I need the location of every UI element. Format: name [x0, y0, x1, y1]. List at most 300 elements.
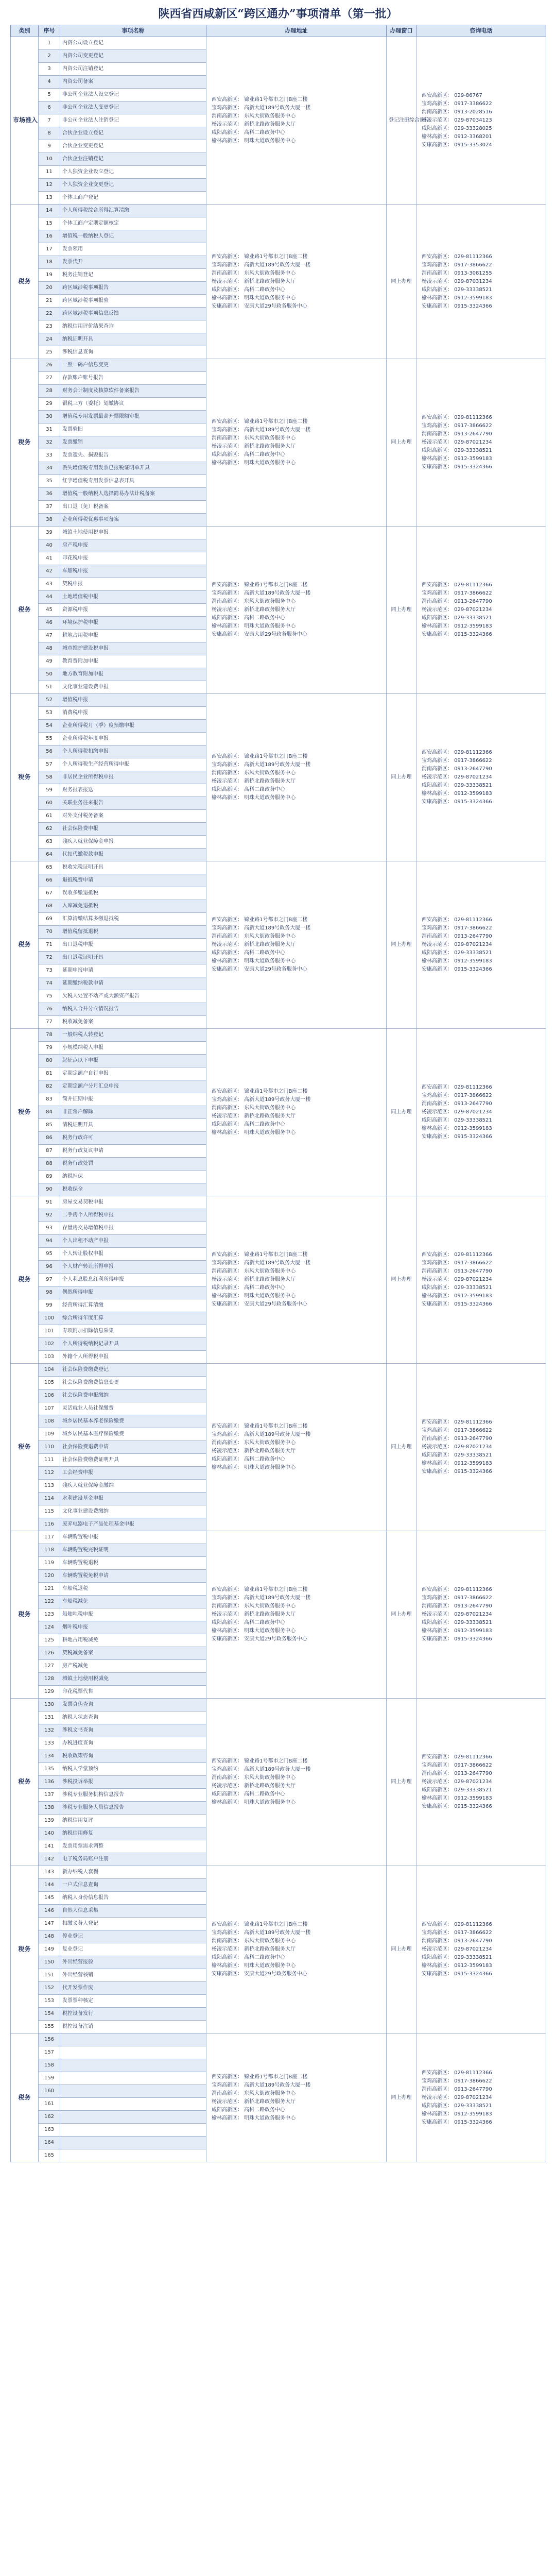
item-name: 社会保险费缴费证明开具 [60, 1454, 206, 1467]
phone-line: 咸阳高新区： 029-33338521 [422, 448, 492, 453]
address-line: 宝鸡高新区： 高新大道189号政务大厦一楼 [212, 762, 311, 768]
row-number: 19 [39, 269, 60, 282]
header-category: 类别 [11, 25, 39, 37]
item-name: 专项附加扣除信息采集 [60, 1325, 206, 1338]
item-name: 税收政策咨询 [60, 1750, 206, 1763]
address-line: 榆林高新区： 明珠大道政务服务中心 [212, 958, 296, 964]
row-number: 82 [39, 1080, 60, 1093]
row-number: 44 [39, 591, 60, 604]
phone-cell [416, 527, 546, 694]
item-name: 涉税专业服务机构信息报告 [60, 1789, 206, 1802]
phone-cell [416, 359, 546, 527]
row-number: 109 [39, 1428, 60, 1441]
phone-line: 杨凌示范区： 029-87021234 [422, 1779, 492, 1785]
item-name: 存量房交易增值税申报 [60, 1222, 206, 1235]
row-number: 85 [39, 1119, 60, 1132]
phone-line: 西安高新区： 029-81112366 [422, 917, 492, 923]
phone-line: 咸阳高新区： 029-33338521 [422, 615, 492, 621]
address-cell [206, 37, 387, 205]
row-number: 73 [39, 964, 60, 977]
row-number: 148 [39, 1930, 60, 1943]
row-number: 72 [39, 952, 60, 964]
phone-cell [416, 1364, 546, 1531]
item-name: 发票票种核定 [60, 1995, 206, 2008]
row-number: 151 [39, 1969, 60, 1982]
item-name: 资源税申报 [60, 604, 206, 617]
row-number: 50 [39, 668, 60, 681]
item-name: 代扣代缴税款申报 [60, 849, 206, 861]
row-number: 23 [39, 320, 60, 333]
phone-line: 安康高新区： 0915-3324366 [422, 967, 492, 972]
row-number: 160 [39, 2085, 60, 2098]
address-line: 安康高新区： 安康大道29号政务服务中心 [212, 1971, 307, 1977]
item-name: 清税证明开具 [60, 1119, 206, 1132]
window-cell: 同上办理 [387, 1531, 416, 1699]
item-name: 汇算清缴结算多缴退抵税 [60, 913, 206, 926]
row-number: 63 [39, 836, 60, 849]
address-line: 西安高新区： 锦业路1号都市之门B座二楼 [212, 253, 308, 260]
address-line: 杨凌示范区： 新桥北路政务服务大厅 [212, 1448, 296, 1454]
window-cell: 同上办理 [387, 359, 416, 527]
address-line: 宝鸡高新区： 高新大道189号政务大厦一楼 [212, 590, 311, 596]
row-number: 103 [39, 1351, 60, 1364]
row-number: 62 [39, 823, 60, 836]
phone-line: 宝鸡高新区： 0917-3866622 [422, 1093, 492, 1098]
phone-line: 咸阳高新区： 029-33338521 [422, 783, 492, 788]
phone-line: 杨凌示范区： 029-87034123 [422, 117, 492, 123]
phone-line: 渭南高新区： 0913-2647790 [422, 766, 492, 772]
row-number: 70 [39, 926, 60, 939]
item-name: 发票用票需求调整 [60, 1840, 206, 1853]
table-row [11, 205, 546, 217]
item-name: 烟叶税申报 [60, 1621, 206, 1634]
address-line: 渭南高新区： 东风大街政务服务中心 [212, 113, 296, 119]
phone-line: 西安高新区： 029-81112366 [422, 750, 492, 755]
row-number: 123 [39, 1608, 60, 1621]
phone-line: 渭南高新区： 0913-2647790 [422, 1938, 492, 1944]
address-line: 宝鸡高新区： 高新大道189号政务大厦一楼 [212, 1930, 311, 1936]
address-line: 渭南高新区： 东风大街政务服务中心 [212, 1440, 296, 1446]
category-cell: 税务 [11, 861, 39, 1029]
row-number: 105 [39, 1377, 60, 1389]
address-line: 咸阳高新区： 高科二路政务中心 [212, 1285, 286, 1291]
phone-line: 西安高新区： 029-81112366 [422, 1252, 492, 1258]
phone-line: 宝鸡高新区： 0917-3866622 [422, 758, 492, 764]
item-name: 内资公司注销登记 [60, 63, 206, 76]
address-line: 杨凌示范区： 新桥北路政务服务大厅 [212, 1946, 296, 1952]
phone-line: 安康高新区： 0915-3324366 [422, 303, 492, 309]
phone-cell [416, 1196, 546, 1364]
address-line: 西安高新区： 锦业路1号都市之门B座二楼 [212, 1758, 308, 1764]
row-number: 38 [39, 514, 60, 527]
category-cell: 税务 [11, 1196, 39, 1364]
row-number: 113 [39, 1480, 60, 1493]
item-name: 车辆购置税完税证明 [60, 1544, 206, 1557]
address-line: 榆林高新区： 明珠大道政务服务中心 [212, 460, 296, 466]
row-number: 140 [39, 1827, 60, 1840]
window-cell: 同上办理 [387, 861, 416, 1029]
row-number: 16 [39, 230, 60, 243]
row-number: 14 [39, 205, 60, 217]
item-name: 税收保全 [60, 1183, 206, 1196]
item-name: 非公司企业法人变更登记 [60, 101, 206, 114]
item-name: 发票缴销 [60, 436, 206, 449]
address-line: 西安高新区： 锦业路1号都市之门B座二楼 [212, 97, 308, 103]
row-number: 75 [39, 990, 60, 1003]
phone-cell [416, 694, 546, 861]
address-line: 咸阳高新区： 高科二路政务中心 [212, 1955, 286, 1960]
address-line: 渭南高新区： 东风大街政务服务中心 [212, 1105, 296, 1111]
item-name: 个人所得税综合所得汇算清缴 [60, 205, 206, 217]
item-name: 外籍个人所得税申报 [60, 1351, 206, 1364]
item-name: 工会经费申报 [60, 1467, 206, 1480]
row-number: 66 [39, 874, 60, 887]
row-number: 127 [39, 1660, 60, 1673]
row-number: 46 [39, 617, 60, 630]
row-number: 93 [39, 1222, 60, 1235]
row-number: 129 [39, 1686, 60, 1699]
table-body [11, 37, 546, 2162]
row-number: 163 [39, 2124, 60, 2137]
item-name: 发票验旧 [60, 423, 206, 436]
row-number: 51 [39, 681, 60, 694]
address-line: 安康高新区： 安康大道29号政务服务中心 [212, 967, 307, 972]
item-name: 个人转让股权申报 [60, 1248, 206, 1261]
address-line: 西安高新区： 锦业路1号都市之门B座二楼 [212, 419, 308, 425]
item-name: 欠税人处置不动产或大额资产报告 [60, 990, 206, 1003]
item-name: 税收完税证明开具 [60, 861, 206, 874]
category-cell: 市场准入 [11, 37, 39, 205]
item-name: 环境保护税申报 [60, 617, 206, 630]
item-name: 纳税人学堂预约 [60, 1763, 206, 1776]
item-name: 非居民企业所得税申报 [60, 771, 206, 784]
address-line: 榆林高新区： 明珠大道政务服务中心 [212, 623, 296, 629]
row-number: 92 [39, 1209, 60, 1222]
category-cell: 税务 [11, 1531, 39, 1699]
row-number: 43 [39, 578, 60, 591]
row-number: 153 [39, 1995, 60, 2008]
address-line: 宝鸡高新区： 高新大道189号政务大厦一楼 [212, 105, 311, 111]
address-line: 杨凌示范区： 新桥北路政务服务大厅 [212, 444, 296, 449]
item-name: 文化事业建设费缴纳 [60, 1505, 206, 1518]
phone-line: 杨凌示范区： 029-87021234 [422, 1109, 492, 1115]
row-number: 26 [39, 359, 60, 372]
address-line: 咸阳高新区： 高科二路政务中心 [212, 950, 286, 956]
row-number: 138 [39, 1802, 60, 1815]
address-line: 西安高新区： 锦业路1号都市之门B座二楼 [212, 1252, 308, 1258]
phone-line: 杨凌示范区： 029-87031234 [422, 278, 492, 284]
address-line: 安康高新区： 安康大道29号政务服务中心 [212, 1636, 307, 1642]
item-name: 跨区域涉税事项报验 [60, 295, 206, 308]
row-number: 126 [39, 1647, 60, 1660]
row-number: 143 [39, 1866, 60, 1879]
address-cell [206, 527, 387, 694]
item-name [60, 2124, 206, 2137]
row-number: 74 [39, 977, 60, 990]
phone-cell [416, 1531, 546, 1699]
item-name: 增值税一般纳税人选择简易办法计税备案 [60, 488, 206, 501]
row-number: 71 [39, 939, 60, 952]
item-name: 出口退税申报 [60, 939, 206, 952]
address-line: 宝鸡高新区： 高新大道189号政务大厦一楼 [212, 1097, 311, 1103]
address-line: 宝鸡高新区： 高新大道189号政务大厦一楼 [212, 1260, 311, 1266]
row-number: 104 [39, 1364, 60, 1377]
phone-line: 咸阳高新区： 029-33338521 [422, 1955, 492, 1960]
item-name: 增值税一般纳税人登记 [60, 230, 206, 243]
phone-line: 杨凌示范区： 029-87021234 [422, 1612, 492, 1617]
row-number: 67 [39, 887, 60, 900]
phone-line: 榆林高新区： 0912-3599183 [422, 791, 492, 796]
item-name: 简并征期申报 [60, 1093, 206, 1106]
header-phone: 咨询电话 [416, 25, 546, 37]
row-number: 86 [39, 1132, 60, 1145]
phone-line: 杨凌示范区： 029-87021234 [422, 2094, 492, 2100]
phone-line: 西安高新区： 029-81112366 [422, 582, 492, 588]
address-line: 杨凌示范区： 新桥北路政务服务大厅 [212, 122, 296, 127]
phone-cell [416, 2033, 546, 2162]
item-name [60, 2033, 206, 2046]
row-number: 57 [39, 758, 60, 771]
category-cell: 税务 [11, 1364, 39, 1531]
phone-line: 渭南高新区： 0913-2647790 [422, 1101, 492, 1107]
row-number: 87 [39, 1145, 60, 1158]
address-cell [206, 1866, 387, 2033]
phone-line: 安康高新区： 0915-3324366 [422, 1134, 492, 1140]
phone-cell [416, 1866, 546, 2033]
item-name: 合伙企业注销登记 [60, 153, 206, 166]
phone-line: 榆林高新区： 0912-3599183 [422, 1628, 492, 1634]
phone-line: 宝鸡高新区： 0917-3866622 [422, 925, 492, 931]
address-line: 宝鸡高新区： 高新大道189号政务大厦一楼 [212, 2082, 311, 2088]
item-name: 电子税务局账户注册 [60, 1853, 206, 1866]
phone-line: 榆林高新区： 0912-3599183 [422, 958, 492, 964]
phone-line: 渭南高新区： 0913-2647790 [422, 1603, 492, 1609]
item-name: 企业所得税优惠事项备案 [60, 514, 206, 527]
row-number: 68 [39, 900, 60, 913]
phone-cell [416, 861, 546, 1029]
item-name: 跨区域涉税事项报告 [60, 282, 206, 295]
phone-line: 渭南高新区： 0913-2647790 [422, 1436, 492, 1442]
table-row [11, 1699, 546, 1711]
address-cell [206, 205, 387, 359]
item-name: 社会保险费申报缴纳 [60, 1389, 206, 1402]
item-name: 涉税文书查询 [60, 1724, 206, 1737]
window-cell: 同上办理 [387, 1364, 416, 1531]
address-line: 宝鸡高新区： 高新大道189号政务大厦一楼 [212, 1432, 311, 1437]
page-title: 陕西省西咸新区“跨区通办”事项清单（第一批） [158, 7, 398, 21]
address-line: 榆林高新区： 明珠大道政务服务中心 [212, 295, 296, 301]
header-dept: 办理窗口 [387, 25, 416, 37]
address-line: 咸阳高新区： 高科二路政务中心 [212, 787, 286, 792]
table-row [11, 1866, 546, 1879]
item-name: 起征点以下申报 [60, 1055, 206, 1067]
address-cell [206, 861, 387, 1029]
item-name: 涉税投诉举报 [60, 1776, 206, 1789]
item-name: 定期定额户分月汇总申报 [60, 1080, 206, 1093]
row-number: 49 [39, 655, 60, 668]
table-row [11, 527, 546, 539]
table-row [11, 2033, 546, 2046]
item-name: 发票代开 [60, 256, 206, 269]
item-name: 发票遗失、损毁报告 [60, 449, 206, 462]
address-line: 渭南高新区： 东风大街政务服务中心 [212, 2090, 296, 2096]
address-line: 榆林高新区： 明珠大道政务服务中心 [212, 138, 296, 144]
row-number: 120 [39, 1570, 60, 1583]
row-number: 21 [39, 295, 60, 308]
row-number: 60 [39, 797, 60, 810]
category-cell: 税务 [11, 2033, 39, 2162]
address-line: 渭南高新区： 东风大街政务服务中心 [212, 770, 296, 776]
phone-line: 宝鸡高新区： 0917-3866622 [422, 1595, 492, 1601]
item-name: 综合所得年度汇算 [60, 1312, 206, 1325]
item-name: 税务行政处罚 [60, 1158, 206, 1171]
address-line: 渭南高新区： 东风大街政务服务中心 [212, 1603, 296, 1609]
row-number: 24 [39, 333, 60, 346]
row-number: 54 [39, 720, 60, 733]
address-line: 咸阳高新区： 高科二路政务中心 [212, 1456, 286, 1462]
row-number: 144 [39, 1879, 60, 1892]
phone-line: 安康高新区： 0915-3324366 [422, 464, 492, 470]
item-name: 残疾人就业保障金缴纳 [60, 1480, 206, 1493]
row-number: 2 [39, 50, 60, 63]
item-name: 增值税申报 [60, 694, 206, 707]
phone-line: 杨凌示范区： 029-87021234 [422, 607, 492, 613]
item-name: 个人所得税纳税记录开具 [60, 1338, 206, 1351]
row-number: 154 [39, 2008, 60, 2021]
item-name: 社会保险费缴费登记 [60, 1364, 206, 1377]
phone-line: 西安高新区： 029-81112366 [422, 253, 492, 260]
address-line: 咸阳高新区： 高科二路政务中心 [212, 615, 286, 621]
row-number: 96 [39, 1261, 60, 1274]
row-number: 98 [39, 1286, 60, 1299]
phone-line: 榆林高新区： 0912-3599183 [422, 1126, 492, 1131]
phone-line: 咸阳高新区： 029-33338521 [422, 1117, 492, 1123]
row-number: 162 [39, 2111, 60, 2124]
phone-line: 榆林高新区： 0912-3599183 [422, 2111, 492, 2117]
phone-line: 西安高新区： 029-81112366 [422, 1587, 492, 1592]
item-name: 社会保险费申报 [60, 823, 206, 836]
window-cell: 同上办理 [387, 694, 416, 861]
row-number: 77 [39, 1016, 60, 1029]
table-row [11, 1029, 546, 1042]
item-name: 社会保险费缴费信息变更 [60, 1377, 206, 1389]
row-number: 33 [39, 449, 60, 462]
row-number: 97 [39, 1274, 60, 1286]
item-name: 印花税申报 [60, 552, 206, 565]
row-number: 135 [39, 1763, 60, 1776]
table-row [11, 37, 546, 50]
row-number: 4 [39, 76, 60, 89]
item-name: 文化事业建设费申报 [60, 681, 206, 694]
item-name: 误收多缴退抵税 [60, 887, 206, 900]
item-name: 废弃电器电子产品处理基金申报 [60, 1518, 206, 1531]
row-number: 76 [39, 1003, 60, 1016]
row-number: 145 [39, 1892, 60, 1905]
phone-line: 榆林高新区： 0912-3368201 [422, 134, 492, 140]
item-name: 纳税人状态查询 [60, 1711, 206, 1724]
item-name: 纳税担保 [60, 1171, 206, 1183]
item-name: 车辆购置税免税申请 [60, 1570, 206, 1583]
row-number: 81 [39, 1067, 60, 1080]
address-cell [206, 694, 387, 861]
item-name: 个体工商户登记 [60, 192, 206, 205]
row-number: 132 [39, 1724, 60, 1737]
address-line: 榆林高新区： 明珠大道政务服务中心 [212, 1800, 296, 1805]
item-name: 财务会计制度及核算软件备案报告 [60, 385, 206, 398]
address-line: 榆林高新区： 明珠大道政务服务中心 [212, 1293, 296, 1299]
phone-line: 咸阳高新区： 029-33338521 [422, 950, 492, 956]
item-name: 个人出租不动产申报 [60, 1235, 206, 1248]
item-name: 复业登记 [60, 1943, 206, 1956]
item-name: 银税三方（委托）划缴协议 [60, 398, 206, 411]
row-number: 83 [39, 1093, 60, 1106]
row-number: 121 [39, 1583, 60, 1596]
phone-line: 西安高新区： 029-81112366 [422, 1754, 492, 1760]
row-number: 149 [39, 1943, 60, 1956]
address-line: 渭南高新区： 东风大街政务服务中心 [212, 1938, 296, 1944]
row-number: 108 [39, 1415, 60, 1428]
phone-line: 安康高新区： 0915-3353024 [422, 142, 492, 148]
address-line: 渭南高新区： 东风大街政务服务中心 [212, 1775, 296, 1781]
item-name: 增值税专用发票最高开票限额审批 [60, 411, 206, 423]
item-name: 偶然所得申报 [60, 1286, 206, 1299]
address-cell [206, 1531, 387, 1699]
phone-cell [416, 205, 546, 359]
row-number: 161 [39, 2098, 60, 2111]
row-number: 27 [39, 372, 60, 385]
item-name: 社会保险费退费申请 [60, 1441, 206, 1454]
row-number: 13 [39, 192, 60, 205]
phone-line: 杨凌示范区： 029-87021234 [422, 1444, 492, 1450]
item-name: 耕地占用税减免 [60, 1634, 206, 1647]
item-name [60, 2046, 206, 2059]
phone-line: 宝鸡高新区： 0917-3866622 [422, 2078, 492, 2084]
row-number: 41 [39, 552, 60, 565]
row-number: 142 [39, 1853, 60, 1866]
item-name: 税务注销登记 [60, 269, 206, 282]
item-name: 一照一码户信息变更 [60, 359, 206, 372]
address-cell [206, 2033, 387, 2162]
address-line: 西安高新区： 锦业路1号都市之门B座二楼 [212, 754, 308, 759]
phone-line: 榆林高新区： 0912-3599183 [422, 623, 492, 629]
item-name: 车船税减免 [60, 1596, 206, 1608]
row-number: 95 [39, 1248, 60, 1261]
row-number: 139 [39, 1815, 60, 1827]
item-name: 个人所得税生产经营所得申报 [60, 758, 206, 771]
row-number: 118 [39, 1544, 60, 1557]
phone-line: 杨凌示范区： 029-87021234 [422, 1946, 492, 1952]
row-number: 31 [39, 423, 60, 436]
address-line: 宝鸡高新区： 高新大道189号政务大厦一楼 [212, 1595, 311, 1601]
address-line: 杨凌示范区： 新桥北路政务服务大厅 [212, 278, 296, 284]
row-number: 99 [39, 1299, 60, 1312]
address-line: 咸阳高新区： 高科二路政务中心 [212, 452, 286, 457]
row-number: 34 [39, 462, 60, 475]
address-line: 榆林高新区： 明珠大道政务服务中心 [212, 1628, 296, 1634]
row-number: 6 [39, 101, 60, 114]
phone-line: 渭南高新区： 0913-2647790 [422, 599, 492, 604]
item-name: 小规模纳税人申报 [60, 1042, 206, 1055]
item-name: 财务报表报送 [60, 784, 206, 797]
address-cell [206, 1196, 387, 1364]
row-number: 156 [39, 2033, 60, 2046]
address-line: 杨凌示范区： 新桥北路政务服务大厅 [212, 1277, 296, 1282]
matters-table [10, 25, 546, 2162]
address-line: 安康高新区： 安康大道29号政务服务中心 [212, 632, 307, 637]
category-cell: 税务 [11, 359, 39, 527]
category-cell: 税务 [11, 694, 39, 861]
item-name: 土地增值税申报 [60, 591, 206, 604]
